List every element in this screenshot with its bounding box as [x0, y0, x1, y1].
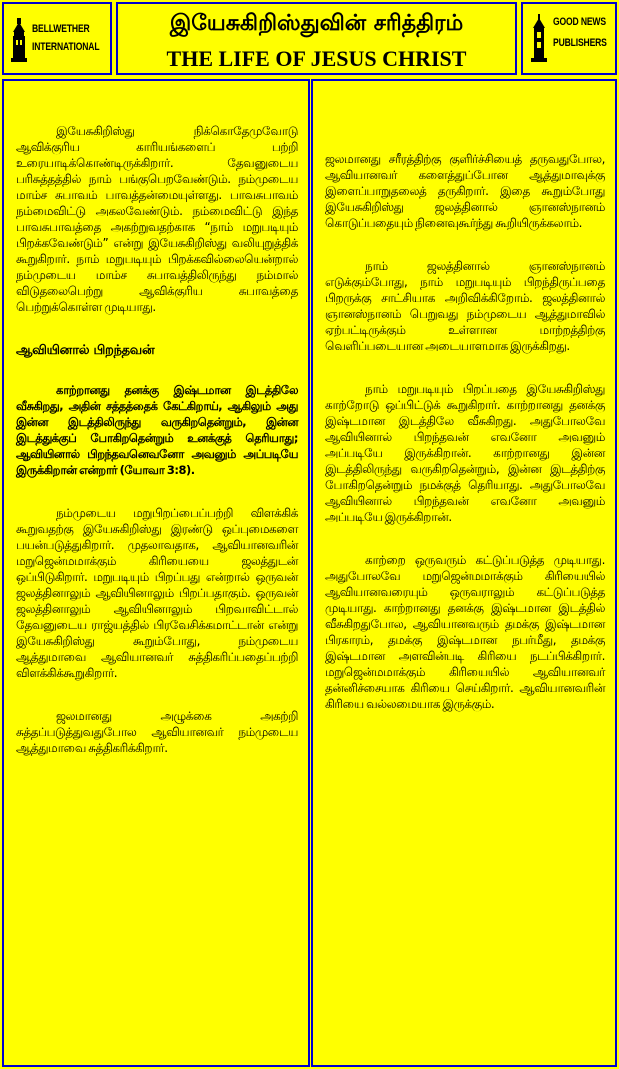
publisher-logo-right	[521, 2, 617, 75]
page-title-tamil: இயேசுகிறிஸ்துவின் சரித்திரம்	[169, 10, 464, 36]
right-column	[311, 79, 617, 1067]
paragraph	[325, 151, 605, 231]
paragraph-text: ஜலமானது சரீரத்திற்கு குளிர்ச்சியைத் தருவதுபோல, ஆவியானவர் களைத்துப்போன ஆத்துமாவுக்கு இளைப்பாறுதலைத் தருகிறார். இதை கூறும்போது இயேசுகிறிஸ்து ஜலத்தினால் ஞானஸ்நானம் கொடுப்பதையும் நினைவுகூர்ந்து கூறியிருக்கலாம்.	[325, 152, 605, 230]
bell-tower-icon	[10, 18, 28, 62]
paragraph-text: இயேசுகிறிஸ்து நிக்கொதேமுவோடு ஆவிக்குரிய காரியங்களைப் பற்றி உரையாடிக்கொண்டிருக்கிறார். தேவனுடைய பரிசுத்தத்தில் நாம் பங்குபெறவேண்டும். நம்முடைய மாம்ச சுபாவம் பாவத்தன்மையுள்ளது. பாவசுபாவம் நம்மைவிட்டு அகலவேண்டும். நம்மைவிட்டு இந்த பாவசுபாவத்தை அகற்றுவதற்காக “நாம் மறுபடியும் பிறக்கவேண்டும்” என்று இயேசுகிறிஸ்து வலியுறுத்திக் கூறுகிறார். நாம் மறுபடியும் பிறக்கவில்லையென்றால் நம்முடைய மாம்ச சுபாவத்திலிருந்து நம்மால் விடுதலைபெற்று ஆவிக்குரிய சுபாவத்தை பெற்றுக்கொள்ள முடியாது.	[16, 124, 298, 314]
scripture-verse	[16, 382, 298, 478]
left-column	[2, 79, 310, 1067]
logo-line2: PUBLISHERS	[553, 37, 607, 49]
paragraph-text: காற்றை ஒருவரும் கட்டுப்படுத்த முடியாது. அதுபோலவே மறுஜென்மமாக்கும் கிரியையில் ஆவியானவரையும் ஒருவராலும் கட்டுப்படுத்த முடியாது. காற்றானது தனக்கு இஷ்டமான இடத்தில் வீசுகிறதுபோல, ஆவியானவரும் தமக்கு இஷ்டமான பிரகாரம், தமக்கு இஷ்டமான நபர்மீது, தமக்கு இஷ்டமான அளவின்படி கிரியை நடப்பிக்கிறார். மறுஜென்மமாக்கும் கிரியையில் ஆவியானவர் தன்னிச்சையாக கிரியை செய்கிறார். ஆவியானவரின் கிரியை வல்லமையாக இருக்கும்.	[325, 553, 605, 711]
section-heading: ஆவியினால் பிறந்தவன்	[16, 343, 155, 358]
logo-text-left	[32, 23, 99, 54]
paragraph-text: நாம் ஜலத்தினால் ஞானஸ்நானம் எடுக்கும்போது, நாம் மறுபடியும் பிறந்திருப்பதை பிறருக்கு சாட்சியாக அறிவிக்கிறோம். ஜலத்தினால் ஞானஸ்நானம் பெறுவது நம்முடைய ஆத்துமாவில் ஏற்பட்டிருக்கும் உள்ளான மாற்றத்திற்கு வெளிப்படையான அடையாளமாக இருக்கிறது.	[325, 259, 605, 353]
paragraph-text: நம்முடைய மறுபிறப்பைப்பற்றி விளக்கிக் கூறுவதற்கு இயேசுகிறிஸ்து இரண்டு ஒப்புமைகளை பயன்படுத்துகிறார். முதலாவதாக, ஆவியானவரின் மறுஜென்மமாக்கும் கிரியையை ஜலத்துடன் ஒப்பிடுகிறார். மறுபடியும் பிறப்பது என்றால் ஒருவன் ஜலத்தினாலும் ஆவியினாலும் பிறப்பதாகும். ஒருவன் ஜலத்தினாலும் ஆவியினாலும் பிறவாவிட்டால் தேவனுடைய ராஜ்யத்தில் பிரவேசிக்கமாட்டான் என்று இயேசுகிறிஸ்து கூறும்போது, நம்முடைய ஆத்துமாவை ஆவியானவர் சுத்திகரிப்பதைப்பற்றி விளக்கிக்கூறுகிறார்.	[16, 506, 298, 680]
verse-text: காற்றானது தனக்கு இஷ்டமான இடத்திலே வீசுகிறது, அதின் சத்தத்தைக் கேட்கிறாய், ஆகிலும் அது இன்ன இடத்திலிருந்து வருகிறதென்றும், இன்ன இடத்துக்குப் போகிறதென்றும் உனக்குத் தெரியாது; ஆவியினால் பிறந்தவனெவனோ அவனும் அப்படியே இருக்கிறான் என்றார் (யோவா 3:8).	[16, 383, 298, 477]
publisher-logo-left	[2, 2, 112, 75]
paragraph	[16, 123, 298, 315]
logo-line1: GOOD NEWS	[553, 16, 606, 28]
page-title-english: THE LIFE OF JESUS CHRIST	[166, 46, 467, 71]
logo-line1: BELLWETHER	[32, 23, 90, 35]
paragraph	[325, 381, 605, 525]
logo-text-right	[553, 16, 607, 50]
paragraph	[16, 505, 298, 681]
logo-line2: INTERNATIONAL	[32, 41, 100, 53]
paragraph-text: நாம் மறுபடியும் பிறப்பதை இயேசுகிறிஸ்து காற்றோடு ஒப்பிட்டுக் கூறுகிறார். காற்றானது தனக்கு இஷ்டமான இடத்திலே வீசுகிறது. அதுபோலவே ஆவியினால் பிறந்தவன் எவனோ அவனும் அப்படியே இருக்கிறான். காற்றானது இன்ன இடத்திலிருந்து வருகிறதென்றும், இன்ன இடத்திற்கு போகிறதென்றும் நமக்குத் தெரியாது. அதுபோலவே ஆவியினால் பிறந்தவன் எவனோ அவனும் அப்படியே இருக்கிறான்.	[325, 382, 605, 524]
paragraph	[325, 258, 605, 354]
page-header	[116, 2, 517, 75]
paragraph	[16, 708, 298, 756]
tower-icon	[529, 14, 549, 62]
paragraph-text: ஜலமானது அழுக்கை அகற்றி சுத்தப்படுத்துவதுபோல ஆவியானவர் நம்முடைய ஆத்துமாவை சுத்திகரிக்கிறார்.	[16, 709, 298, 755]
paragraph	[325, 552, 605, 712]
